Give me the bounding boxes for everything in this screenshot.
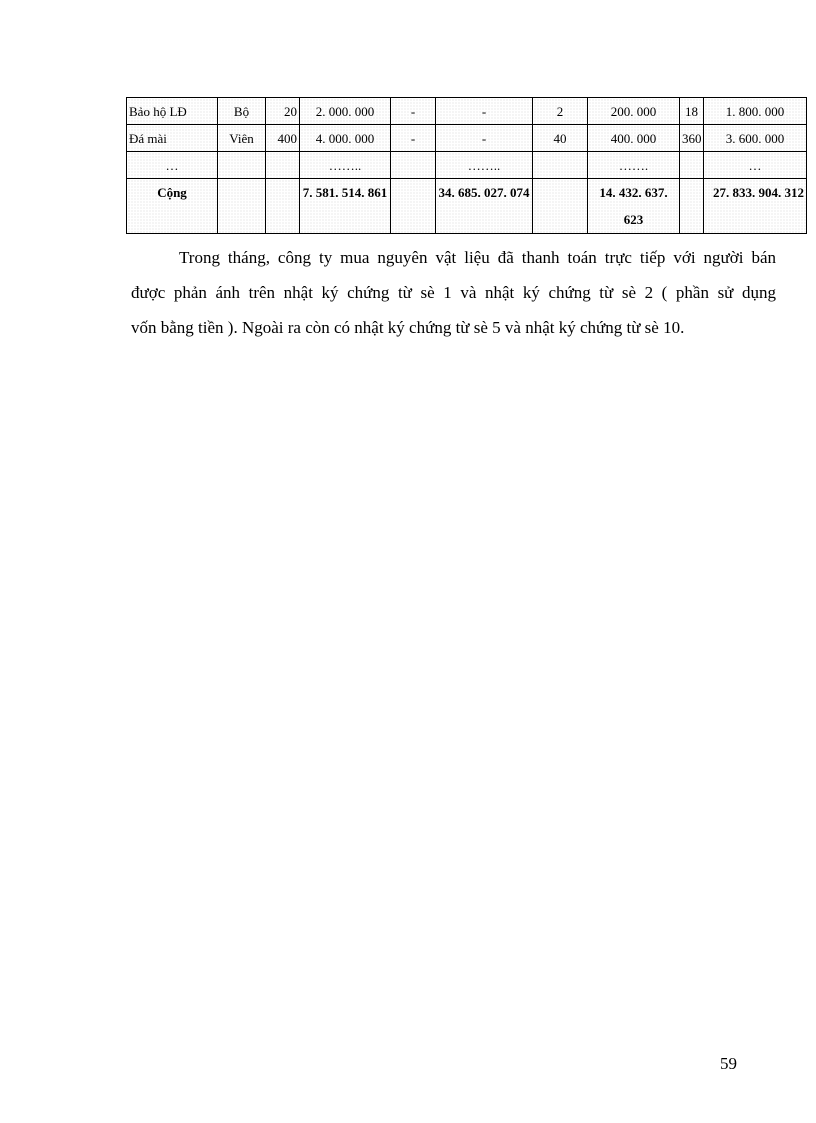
quantity-cell: - [391, 98, 436, 125]
paragraph-line: được phản ánh trên nhật ký chứng từ sè 1 và nhật ký chứng từ sè 2 ( phần sử dụng [131, 283, 776, 302]
quantity-cell: 20 [266, 98, 300, 125]
quantity-cell [533, 152, 588, 179]
value-cell: ……. [588, 152, 680, 179]
value-cell: … [704, 152, 807, 179]
value-cell: 3. 600. 000 [704, 125, 807, 152]
item-name-cell: Đá mài [127, 125, 218, 152]
total-value-cell: 7. 581. 514. 861 [300, 179, 391, 234]
table-row [127, 98, 807, 125]
total-value-cell: 34. 685. 027. 074 [436, 179, 533, 234]
total-value-cell: 14. 432. 637. 623 [588, 179, 680, 234]
quantity-cell [266, 152, 300, 179]
value-cell: 1. 800. 000 [704, 98, 807, 125]
item-name-cell: Bảo hộ LĐ [127, 98, 218, 125]
quantity-cell: 18 [680, 98, 704, 125]
value-cell: 400. 000 [588, 125, 680, 152]
unit-cell: Viên [218, 125, 266, 152]
quantity-cell: 360 [680, 125, 704, 152]
value-cell: 4. 000. 000 [300, 125, 391, 152]
quantity-cell: 40 [533, 125, 588, 152]
paragraph-line: vốn bằng tiền ). Ngoài ra còn có nhật ký chứng từ sè 5 và nhật ký chứng từ sè 10. [131, 318, 685, 337]
total-row [127, 179, 807, 234]
value-cell: - [436, 98, 533, 125]
empty-cell [533, 179, 588, 234]
empty-cell [391, 179, 436, 234]
unit-cell [218, 152, 266, 179]
value-cell: …….. [436, 152, 533, 179]
paragraph-line: Trong tháng, công ty mua nguyên vật liệu đã thanh toán trực tiếp với người bán [179, 248, 776, 267]
empty-cell [218, 179, 266, 234]
quantity-cell: 400 [266, 125, 300, 152]
quantity-cell: - [391, 125, 436, 152]
table-row [127, 152, 807, 179]
total-label: Cộng [127, 179, 218, 234]
inventory-table [126, 97, 807, 234]
total-value-cell: 27. 833. 904. 312 [704, 179, 807, 234]
value-cell: …….. [300, 152, 391, 179]
quantity-cell: 2 [533, 98, 588, 125]
empty-cell [680, 179, 704, 234]
page-number: 59 [720, 1054, 737, 1073]
item-name-cell: … [127, 152, 218, 179]
table-row [127, 125, 807, 152]
value-cell: 200. 000 [588, 98, 680, 125]
value-cell: 2. 000. 000 [300, 98, 391, 125]
empty-cell [266, 179, 300, 234]
value-cell: - [436, 125, 533, 152]
quantity-cell [391, 152, 436, 179]
unit-cell: Bộ [218, 98, 266, 125]
body-paragraph [131, 240, 776, 345]
quantity-cell [680, 152, 704, 179]
